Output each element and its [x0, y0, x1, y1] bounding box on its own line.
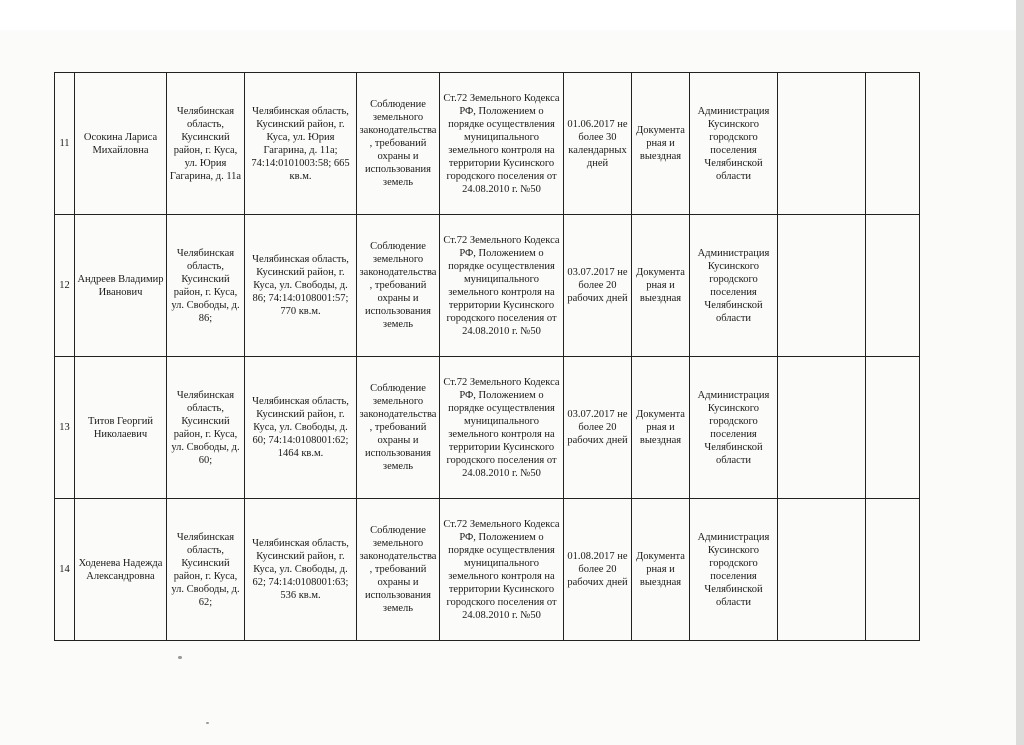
empty-cell	[778, 73, 866, 215]
person-name: Титов Георгий Николаевич	[75, 357, 167, 499]
inspection-subject: Соблюдение земельного законодательства, требований охраны и использования земель	[357, 357, 440, 499]
inspection-plan-table	[54, 72, 920, 641]
inspection-form: Документарная и выездная	[632, 215, 690, 357]
inspection-form: Документарная и выездная	[632, 73, 690, 215]
row-number: 13	[55, 357, 75, 499]
person-name: Андреев Владимир Иванович	[75, 215, 167, 357]
legal-basis: Ст.72 Земельного Кодекса РФ, Положением о порядке осуществления муниципального земельного контроля на территории Кусинского городского поселения от 24.08.2010 г. №50	[440, 357, 564, 499]
residence-address: Челябинская область, Кусинский район, г. Куса, ул. Свободы, д. 62;	[167, 499, 245, 641]
table-row	[55, 215, 920, 357]
inspecting-authority: Администрация Кусинского городского поселения Челябинской области	[690, 73, 778, 215]
empty-cell	[866, 357, 920, 499]
table-row	[55, 357, 920, 499]
table-row	[55, 499, 920, 641]
row-number: 14	[55, 499, 75, 641]
scan-right-edge	[1016, 0, 1024, 745]
legal-basis: Ст.72 Земельного Кодекса РФ, Положением о порядке осуществления муниципального земельного контроля на территории Кусинского городского поселения от 24.08.2010 г. №50	[440, 215, 564, 357]
scan-speck	[178, 656, 182, 659]
inspection-form: Документарная и выездная	[632, 499, 690, 641]
land-plot-info: Челябинская область, Кусинский район, г. Куса, ул. Свободы, д. 60; 74:14:0108001:62; 1464 кв.м.	[245, 357, 357, 499]
inspection-date: 01.06.2017 не более 30 календарных дней	[564, 73, 632, 215]
scan-speck	[206, 722, 209, 724]
row-number: 11	[55, 73, 75, 215]
empty-cell	[866, 215, 920, 357]
inspection-subject: Соблюдение земельного законодательства, требований охраны и использования земель	[357, 73, 440, 215]
inspection-date: 01.08.2017 не более 20 рабочих дней	[564, 499, 632, 641]
table-row	[55, 73, 920, 215]
inspection-subject: Соблюдение земельного законодательства, требований охраны и использования земель	[357, 499, 440, 641]
empty-cell	[778, 215, 866, 357]
inspection-date: 03.07.2017 не более 20 рабочих дней	[564, 215, 632, 357]
inspecting-authority: Администрация Кусинского городского поселения Челябинской области	[690, 499, 778, 641]
empty-cell	[866, 499, 920, 641]
inspection-form: Документарная и выездная	[632, 357, 690, 499]
empty-cell	[778, 357, 866, 499]
residence-address: Челябинская область, Кусинский район, г. Куса, ул. Свободы, д. 86;	[167, 215, 245, 357]
scan-top-band	[0, 0, 1024, 31]
inspection-subject: Соблюдение земельного законодательства, требований охраны и использования земель	[357, 215, 440, 357]
legal-basis: Ст.72 Земельного Кодекса РФ, Положением о порядке осуществления муниципального земельного контроля на территории Кусинского городского поселения от 24.08.2010 г. №50	[440, 73, 564, 215]
land-plot-info: Челябинская область, Кусинский район, г. Куса, ул. Свободы, д. 86; 74:14:0108001:57; 770 кв.м.	[245, 215, 357, 357]
residence-address: Челябинская область, Кусинский район, г. Куса, ул. Юрия Гагарина, д. 11а	[167, 73, 245, 215]
residence-address: Челябинская область, Кусинский район, г. Куса, ул. Свободы, д. 60;	[167, 357, 245, 499]
empty-cell	[778, 499, 866, 641]
legal-basis: Ст.72 Земельного Кодекса РФ, Положением о порядке осуществления муниципального земельного контроля на территории Кусинского городского поселения от 24.08.2010 г. №50	[440, 499, 564, 641]
person-name: Осокина Лариса Михайловна	[75, 73, 167, 215]
person-name: Ходенева Надежда Александровна	[75, 499, 167, 641]
inspecting-authority: Администрация Кусинского городского поселения Челябинской области	[690, 215, 778, 357]
inspection-date: 03.07.2017 не более 20 рабочих дней	[564, 357, 632, 499]
land-plot-info: Челябинская область, Кусинский район, г. Куса, ул. Юрия Гагарина, д. 11а; 74:14:0101003:58; 665 кв.м.	[245, 73, 357, 215]
inspecting-authority: Администрация Кусинского городского поселения Челябинской области	[690, 357, 778, 499]
land-plot-info: Челябинская область, Кусинский район, г. Куса, ул. Свободы, д. 62; 74:14:0108001:63; 536 кв.м.	[245, 499, 357, 641]
row-number: 12	[55, 215, 75, 357]
empty-cell	[866, 73, 920, 215]
